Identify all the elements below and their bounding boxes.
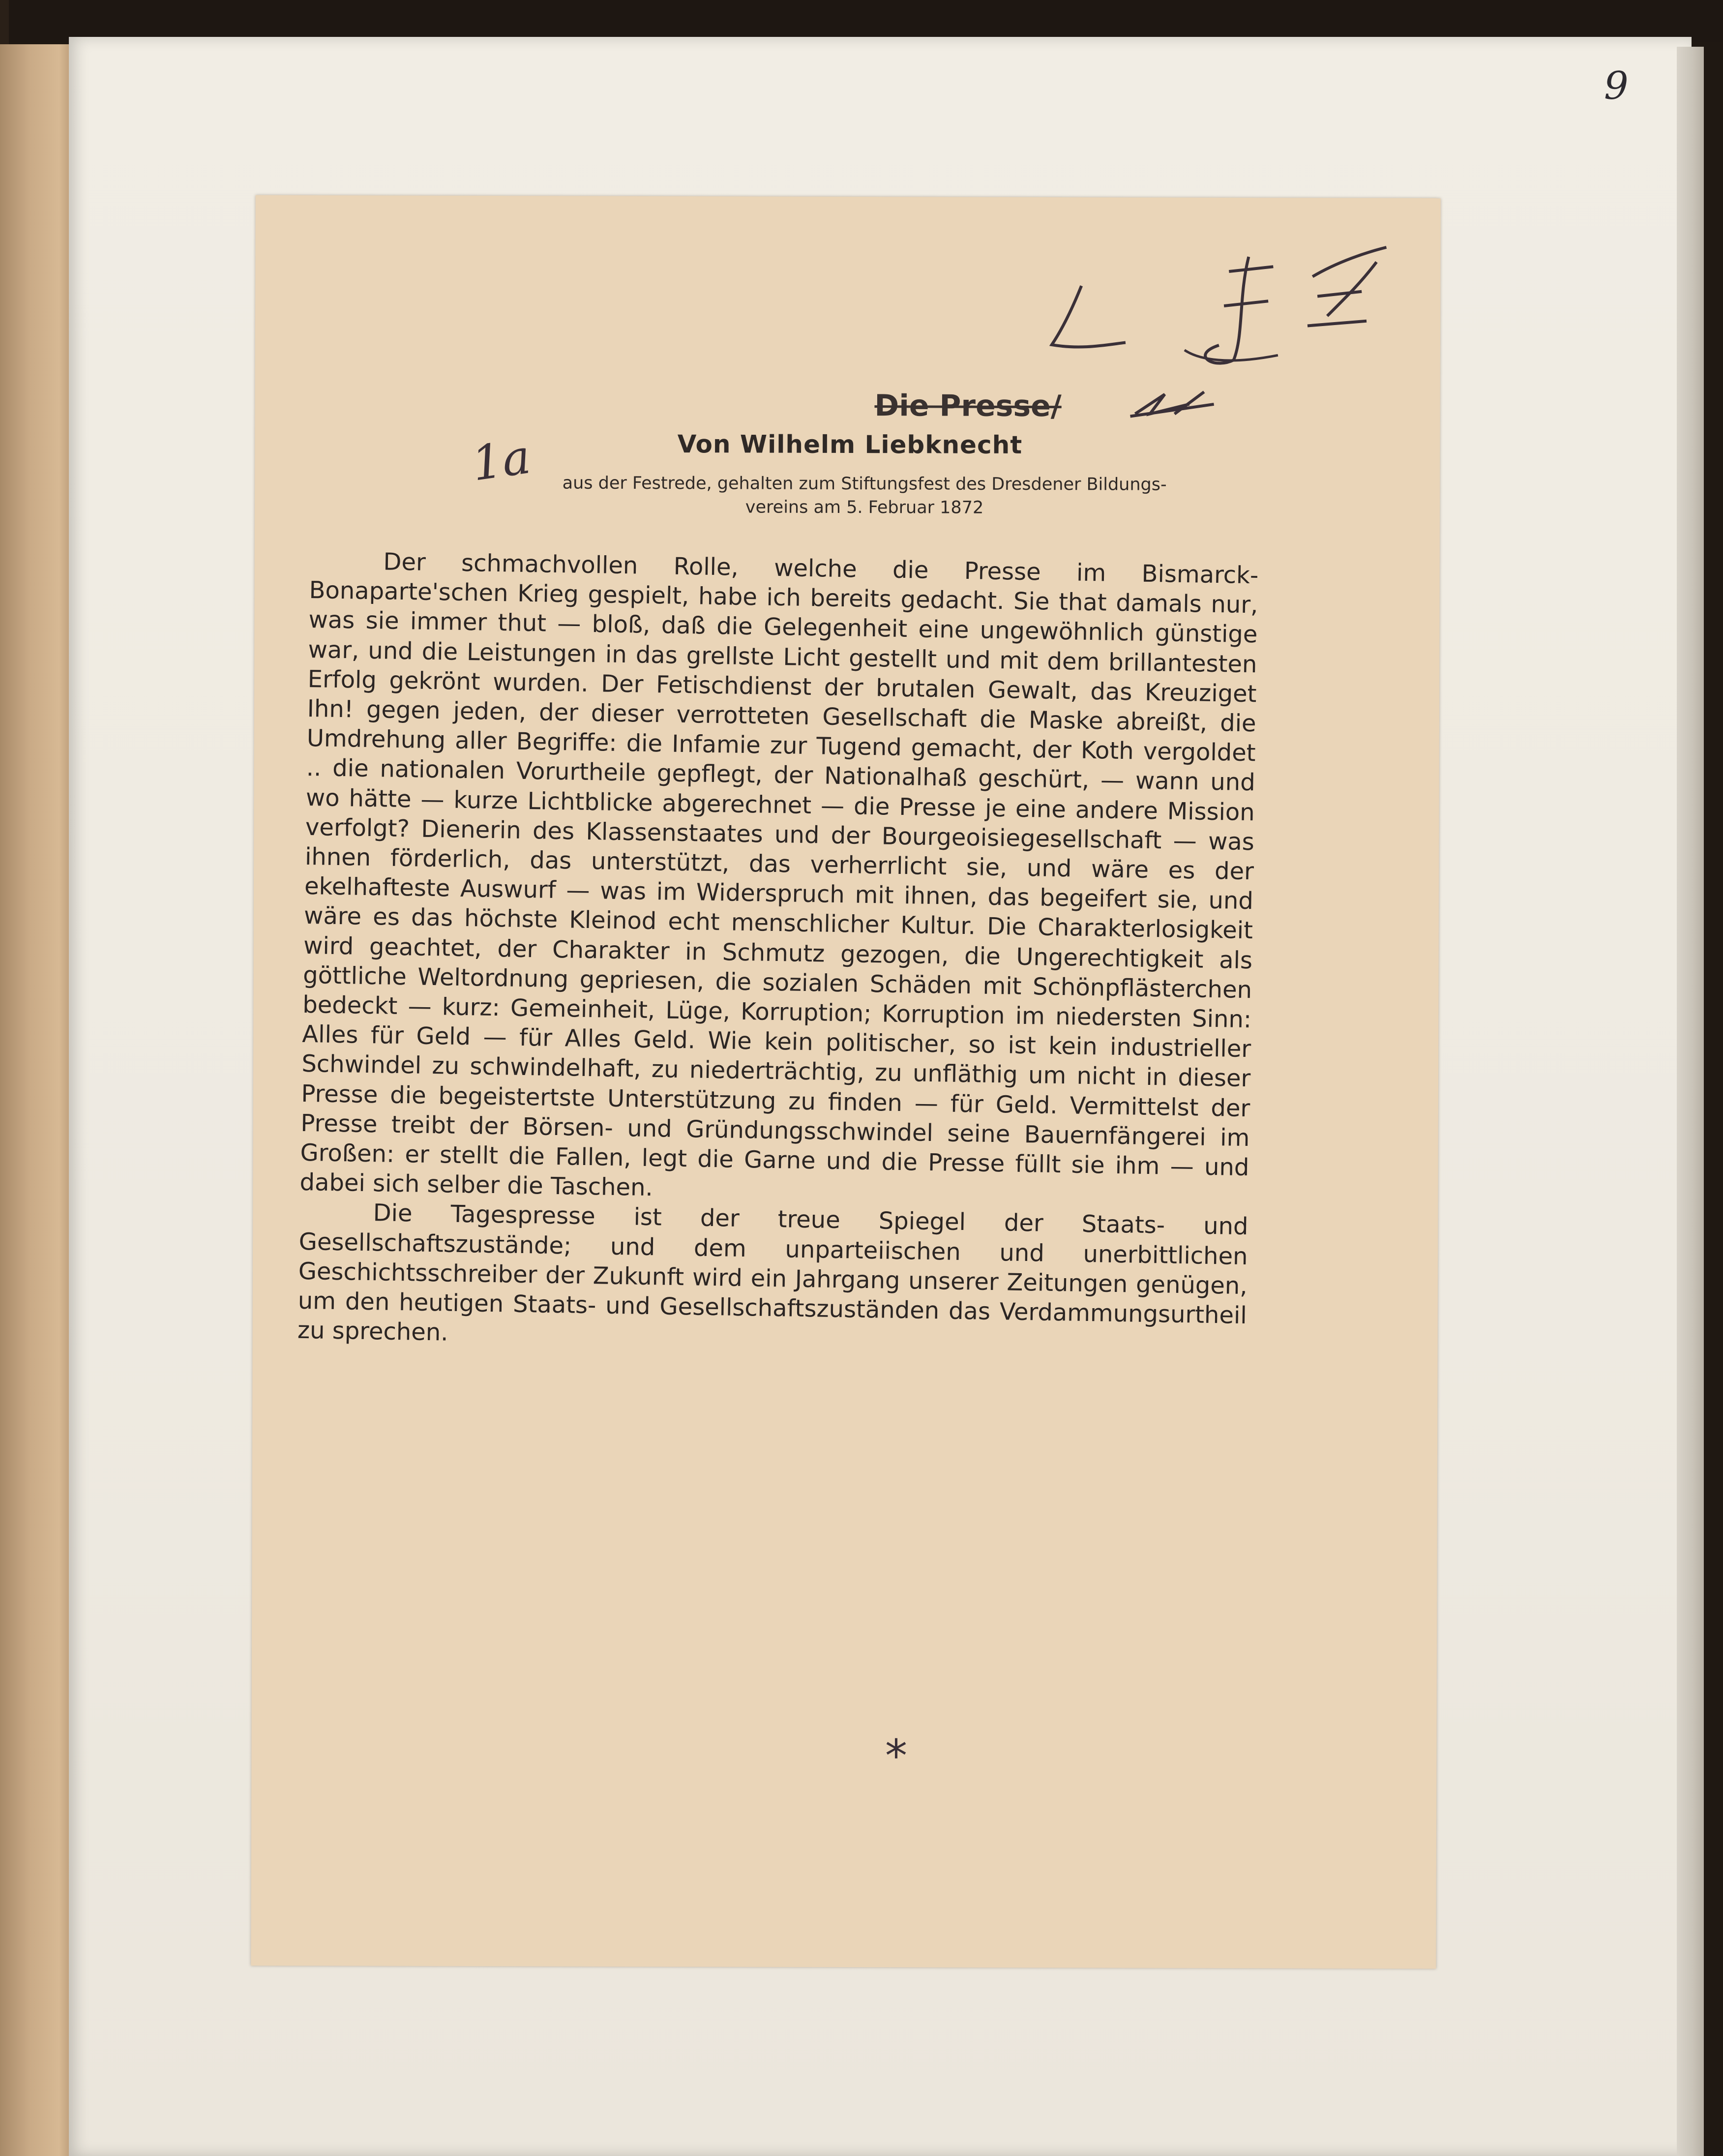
margin-note-left: 1a [468,429,534,492]
page-stack-edge [1677,47,1704,2156]
pencil-mark-l [1052,286,1126,347]
article-body [297,546,1258,1360]
paragraph: Die Tagespresse ist der treue Spiegel der Staats- und Gesellschaftszustände; und dem unparteiischen und unerbittlichen Geschichtsschreiber der Zukunft wird ein Jahrgang unserer Zeitungen genügen, um den heutigen Staats- und Gesellschaftszuständen das Verdammungsurtheil zu sprechen. [297,1199,1248,1347]
struck-title: Die Presse/ [874,389,1062,424]
background-top [0,0,1723,42]
star-mark-icon: ⁎ [885,1716,907,1768]
pencil-mark-flourish [1185,350,1278,360]
article-subtitle [432,471,1297,521]
subtitle-line: vereins am 5. Februar 1872 [745,497,984,518]
pencil-mark-monogram-2 [1307,247,1386,326]
page-number: 9 [1604,64,1629,108]
article-title: Von Wilhelm Liebknecht [677,430,1023,459]
pencil-mark-struck-number [1130,392,1214,417]
paragraph: Der schmachvollen Rolle, welche die Presse im Bismarck-Bonaparte'schen Krieg gespielt, habe ich bereits gedacht. Sie that damals nur, was sie immer thut — bloß, daß die Gelegenheit eine ungewöhnlich günstige war, und die Leistungen in das grellste Licht gestellt und mit dem brillantesten Erfolg gekrönt wurden. Der Fetischdienst der brutalen Gewalt, das Kreuziget Ihn! gegen jeden, der dieser verrotteten Gesellschaft die Maske abreißt, die Umdrehung aller Begriffe: die Infamie zur Tugend gemacht, der Koth vergoldet .. die nationalen Vorurtheile gepflegt, der Nationalhaß geschürt, — wann und wo hätte — kurze Lichtblicke abgerechnet — die Presse je eine andere Mission verfolgt? Dienerin des Klassenstaates und der Bourgeoisiegesellschaft — was ihnen förderlich, das unterstützt, das verherrlicht sie, und wäre es der ekelhafteste Auswurf — was im Widerspruch mit ihnen, das begeifert sie, und wäre es das höchste Kleinod echt menschlicher Kultur. Die Charakterlosigkeit wird geachtet, der Charakter in Schmutz gezogen, die Ungerechtigkeit als göttliche Weltordnung gepriesen, die sozialen Schäden mit Schönpflästerchen bedeckt — kurz: Gemeinheit, Lüge, Korruption; Korruption im niedersten Sinn: Alles für Geld — für Alles Geld. Wie kein politischer, so ist kein industrieller Schwindel zu schwindelhaft, zu niederträchtig, zu unfläthig um nicht in dieser Presse die begeistertste Unterstützung zu finden — für Geld. Vermittelst der Presse treibt der Börsen- und Gründungsschwindel seine Bauernfängerei im Großen: er stellt die Fallen, legt die Garne und die Presse füllt sie ihm — und dabei sich selber die Taschen. [299,548,1259,1202]
pencil-mark-monogram-1 [1205,257,1273,363]
subtitle-line: aus der Festrede, gehalten zum Stiftungsfest des Dresdener Bildungs- [562,473,1167,495]
adjacent-page-edge [0,44,74,2156]
